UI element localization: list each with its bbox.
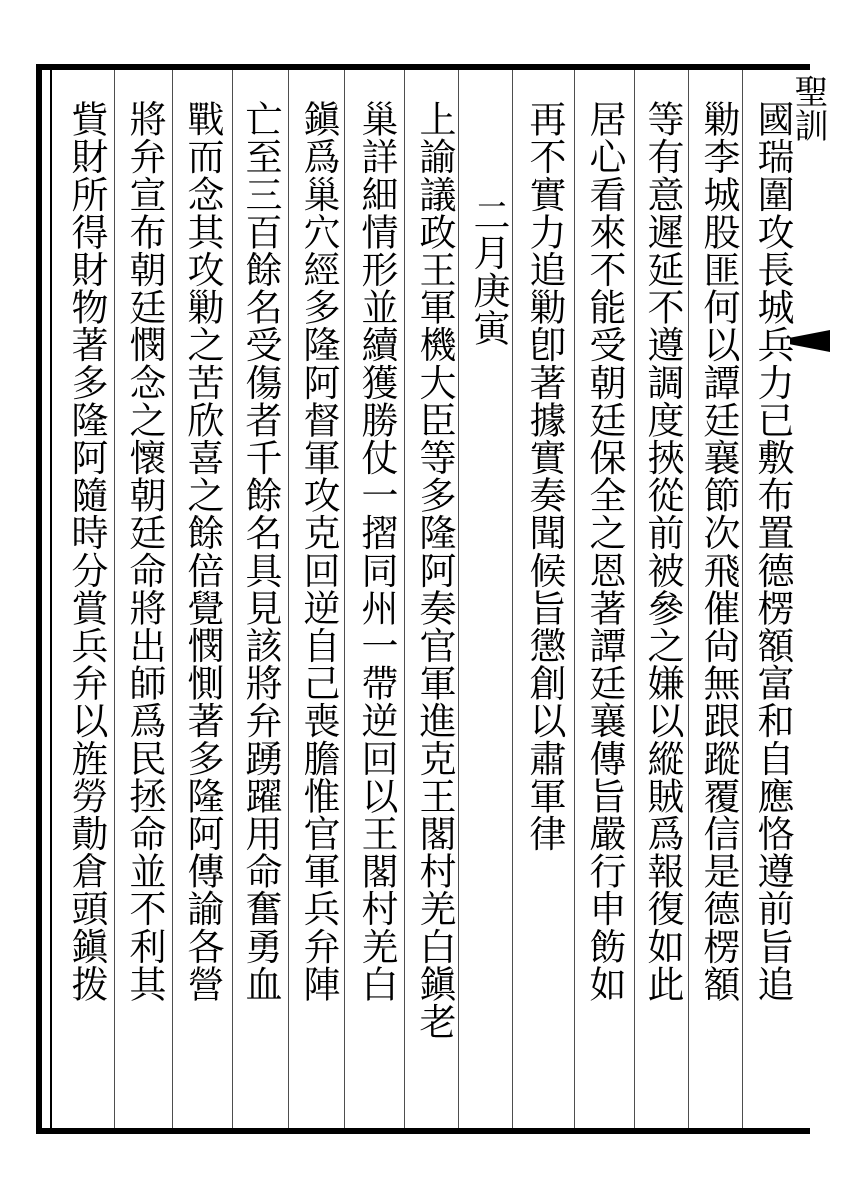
- date-heading: 二月庚寅: [467, 196, 510, 347]
- text-column: 上諭議政王軍機大臣等多隆阿奏官軍進克王閣村羌白鎭老: [413, 100, 456, 1040]
- column-divider: [172, 70, 173, 1128]
- column-divider: [742, 70, 743, 1128]
- text-column: 等有意遲延不遵調度挾從前被參之嫌以縱賊爲報復如此: [641, 100, 684, 1003]
- column-divider: [232, 70, 233, 1128]
- frame-right-stub-bottom: [808, 1128, 810, 1134]
- page-tab-label: 聖訓: [788, 74, 828, 142]
- column-divider: [404, 70, 405, 1128]
- column-divider: [512, 70, 513, 1128]
- text-column: 貲財所得財物著多隆阿隨時分賞兵弁以旌勞勣倉頭鎭拨: [65, 100, 108, 1003]
- text-column: 再不實力追勦卽著據實奏聞候旨懲創以肅軍律: [523, 100, 566, 852]
- text-column: 國瑞圍攻長城兵力已敷布置德楞額富和自應恪遵前旨追: [751, 100, 794, 1003]
- fishtail-mark-icon: [790, 330, 830, 352]
- column-divider: [574, 70, 575, 1128]
- frame-bottom-border: [36, 1128, 808, 1134]
- frame-top-border: [36, 64, 808, 70]
- column-divider: [634, 70, 635, 1128]
- frame-left-border: [36, 64, 42, 1134]
- column-divider: [114, 70, 115, 1128]
- text-column: 鎭爲巢穴經多隆阿督軍攻克回逆自己喪膽惟官軍兵弁陣: [297, 100, 340, 1003]
- text-column: 居心看來不能受朝廷保全之恩著譚廷襄傳旨嚴行申飭如: [583, 100, 626, 1003]
- column-divider: [458, 70, 459, 1128]
- text-column: 亡至三百餘名受傷者千餘名具見該將弁踴躍用命奮勇血: [239, 100, 282, 1003]
- frame-left-inner-border: [50, 70, 52, 1128]
- text-column: 戰而念其攻勦之苦欣喜之餘倍覺憫惻著多隆阿傳諭各營: [181, 100, 224, 1003]
- column-divider: [288, 70, 289, 1128]
- column-divider: [344, 70, 345, 1128]
- text-column: 巢詳細情形並續獲勝仗一摺同州一帶逆回以王閣村羌白: [355, 100, 398, 1003]
- text-column: 將弁宣布朝廷憫念之懷朝廷命將出師爲民拯命並不利其: [123, 100, 166, 1003]
- column-divider: [688, 70, 689, 1128]
- text-column: 勦李城股匪何以譚廷襄節次飛催尙無跟蹤覆信是德楞額: [697, 100, 740, 1003]
- frame-right-stub-top: [808, 64, 810, 70]
